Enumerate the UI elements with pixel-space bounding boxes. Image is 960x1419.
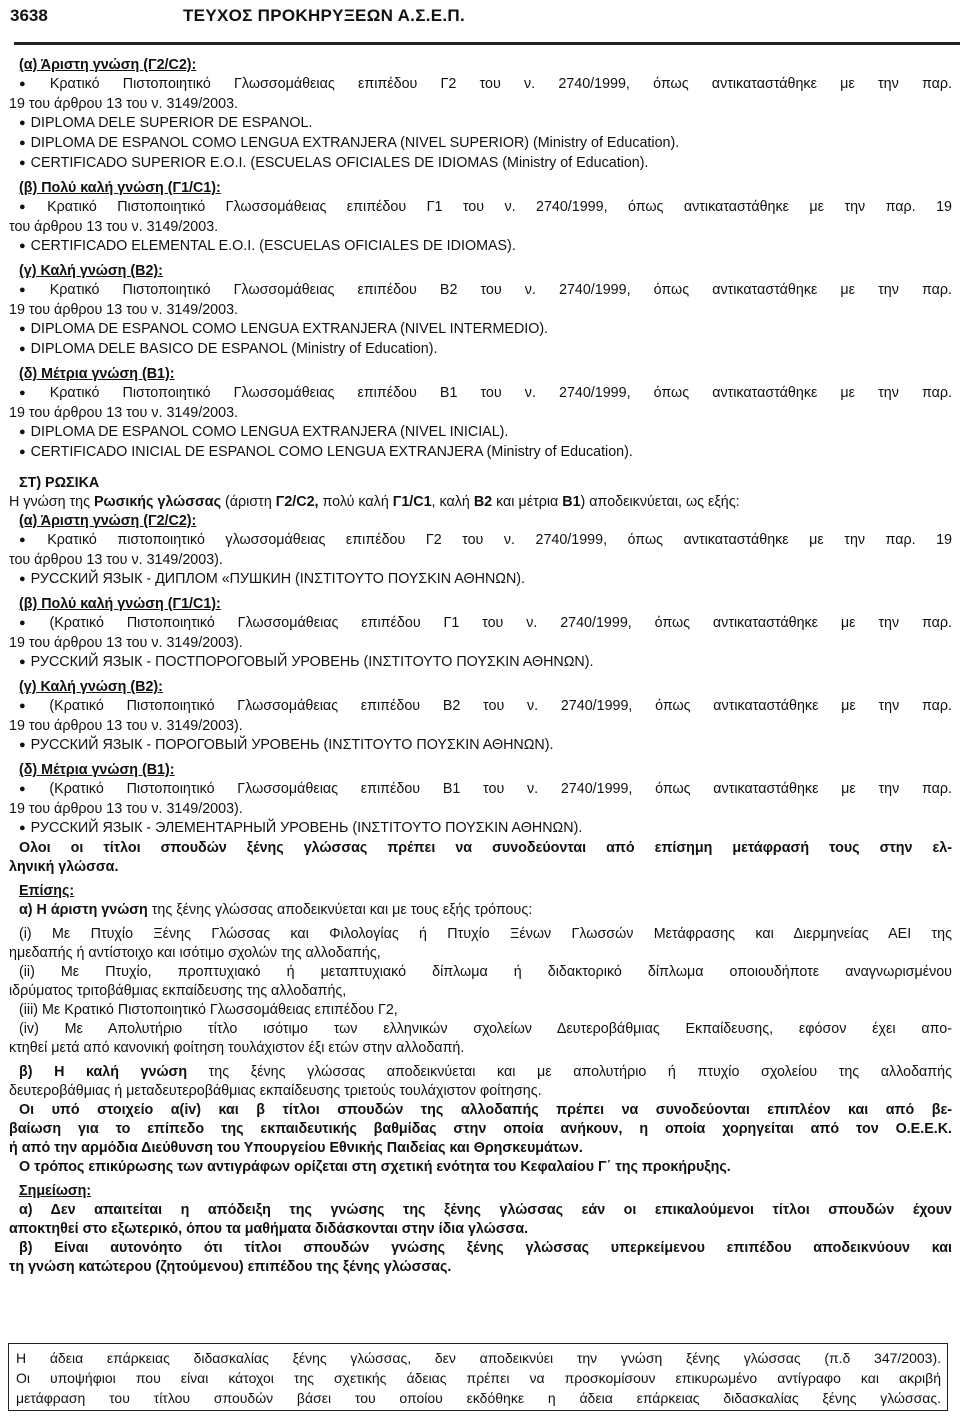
- intro-language: Ρωσικής γλώσσας: [93, 494, 222, 510]
- method-iv-continuation: κτηθεί μετά από κανονική φοίτηση τουλάχιστον έξι ετών στην αλλοδαπή.: [9, 1040, 465, 1056]
- level-heading-b2: (γ) Καλή γνώση (Β2):: [19, 679, 163, 695]
- list-item: ● DIPLOMA DELE SUPERIOR DE ESPANOL.: [9, 114, 952, 134]
- method-ii: (ii) Με Πτυχίο, προπτυχιακό ή μεταπτυχιακό δίπλωμα ή διδακτορικό δίπλωμα οποιουδήποτε αναγνωρισμένου: [19, 964, 952, 980]
- list-item-continuation: του άρθρου 13 του ν. 3149/2003.: [9, 219, 219, 235]
- level-heading-b1: (δ) Μέτρια γνώση (Β1):: [19, 366, 175, 382]
- level-heading-b2: (γ) Καλή γνώση (Β2):: [19, 263, 163, 279]
- intro-text: , καλή: [431, 494, 474, 510]
- intro-text: (άριστη: [221, 494, 276, 510]
- journal-title: ΤΕΥΧΟΣ ΠΡΟΚΗΡΥΞΕΩΝ Α.Σ.Ε.Π.: [183, 6, 465, 25]
- list-item-continuation: 19 του άρθρου 13 του ν. 3149/2003.: [9, 302, 238, 318]
- item-label: α) Η: [19, 902, 51, 918]
- also-heading: Επίσης:: [19, 883, 75, 899]
- item-text: της ξένης γλώσσας αποδεικνύεται και με τους εξής τρόπους:: [147, 902, 533, 918]
- level-heading-c2: (α) Άριστη γνώση (Γ2/C2):: [19, 513, 197, 529]
- list-item: ● РУССКИЙ ЯЗЫК - ЭЛЕМЕНТАРНЫЙ УРОВЕНЬ (ΙΝΣΤΙΤΟΥΤΟ ΠΟΥΣΚΙΝ ΑΘΗΝΩΝ).: [9, 819, 952, 839]
- method-i: (i) Με Πτυχίο Ξένης Γλώσσας και Φιλολογίας ή Πτυχίο Ξένων Γλωσσών Μετάφρασης και Διερμηνείας ΑΕΙ της: [19, 926, 952, 942]
- list-item-continuation: 19 του άρθρου 13 του ν. 3149/2003).: [9, 635, 243, 651]
- good-knowledge-continuation: δευτεροβάθμιας ή μεταδευτεροβάθμιας εκπαίδευσης τριετούς τουλάχιστον φοίτησης.: [9, 1083, 542, 1099]
- list-item: ● CERTIFICADO ELEMENTAL E.O.I. (ESCUELAS OFICIALES DE IDIOMAS).: [9, 237, 952, 257]
- note-a: α) Δεν απαιτείται η απόδειξη της γνώσης της ξένης γλώσσας εάν οι επικαλούμενοι τίτλοι σπουδών έχουν: [19, 1202, 952, 1218]
- note-b: β) Είναι αυτονόητο ότι τίτλοι σπουδών γνώσης ξένης γλώσσας υπερκείμενου επιπέδου αποδεικνύουν και: [19, 1240, 952, 1256]
- list-item: ● CERTIFICADO INICIAL DE ESPANOL COMO LENGUA EXTRANJERA (Ministry of Education).: [9, 443, 952, 463]
- list-item-continuation: του άρθρου 13 του ν. 3149/2003).: [9, 552, 223, 568]
- list-item-continuation: 19 του άρθρου 13 του ν. 3149/2003).: [9, 801, 243, 817]
- level-heading-b1: (δ) Μέτρια γνώση (Β1):: [19, 762, 175, 778]
- level-heading-c1: (β) Πολύ καλή γνώση (Γ1/C1):: [19, 596, 221, 612]
- list-item: ● РУССКИЙ ЯЗЫК - ДИПЛОМ «ПУШКИН (ΙΝΣΤΙΤΟΥΤΟ ΠΟΥΣΚΙΝ ΑΘΗΝΩΝ).: [9, 570, 952, 590]
- boxed-note-line: μετάφραση του τίτλου σπουδών βάσει του οποίου εκδόθηκε η άδεια επάρκειας διδασκαλίας ξένης γλώσσας.: [16, 1390, 941, 1406]
- boxed-note: [8, 1343, 948, 1411]
- list-item: ● DIPLOMA DE ESPANOL COMO LENGUA EXTRANJERA (NIVEL INICIAL).: [9, 423, 952, 443]
- method-ii-continuation: ιδρύματος τριτοβάθμιας εκπαίδευσης της αλλοδαπής,: [9, 983, 347, 999]
- page-header: [8, 6, 952, 40]
- list-item: ● (Κρατικό Πιστοποιητικό Γλωσσομάθειας επιπέδου Γ1 του ν. 2740/1999, όπως αντικαταστάθηκε με την παρ.: [9, 614, 952, 634]
- boxed-note-line: Η άδεια επάρκειας διδασκαλίας ξένης γλώσσας, δεν αποδεικνύει την γνώση ξένης γλώσσας (π.δ 347/2003).: [16, 1350, 941, 1366]
- method-i-continuation: ημεδαπής ή αντίστοιχο και ισότιμο σχολών της αλλοδαπής,: [9, 945, 381, 961]
- spanish-section: [8, 56, 952, 463]
- document-body: [8, 56, 952, 1277]
- list-item: ● DIPLOMA DE ESPANOL COMO LENGUA EXTRANJERA (NIVEL INTERMEDIO).: [9, 320, 952, 340]
- list-item-continuation: 19 του άρθρου 13 του ν. 3149/2003.: [9, 405, 238, 421]
- list-item: ● Κρατικό Πιστοποιητικό Γλωσσομάθειας επιπέδου Γ2 του ν. 2740/1999, όπως αντικαταστάθηκε με την παρ.: [9, 75, 952, 95]
- section-intro: [9, 493, 952, 512]
- certification-rule: Ο τρόπος επικύρωσης των αντιγράφων ορίζεται στη σχετική ενότητα του Κεφαλαίου Γ΄ της προκήρυξης.: [19, 1159, 731, 1175]
- header-rule: [14, 42, 960, 45]
- list-item: ● (Κρατικό Πιστοποιητικό Γλωσσομάθειας επιπέδου Β1 του ν. 2740/1999, όπως αντικαταστάθηκε με την παρ.: [9, 780, 952, 800]
- intro-text: πολύ καλή: [318, 494, 393, 510]
- intro-level: Β2: [473, 494, 493, 510]
- note-b-continuation: τη γνώση κατώτερου (ζητούμενου) επιπέδου της ξένης γλώσσας.: [9, 1259, 452, 1275]
- translation-requirement: Ολοι οι τίτλοι σπουδών ξένης γλώσσας πρέπει να συνοδεύονται από επίσημη μετάφρασή τους στην ελ-: [19, 840, 952, 856]
- level-term: άριστη γνώση: [50, 902, 148, 918]
- list-item: ● DIPLOMA DELE BASICO DE ESPANOL (Ministry of Education).: [9, 340, 952, 360]
- excellent-knowledge-intro: [9, 901, 952, 920]
- level-heading-c2: (α) Άριστη γνώση (Γ2/C2):: [19, 57, 197, 73]
- note-heading: Σημείωση:: [19, 1183, 92, 1199]
- item-label: β) Η: [19, 1064, 86, 1080]
- intro-level: Γ1/C1: [392, 494, 432, 510]
- russian-section: [8, 474, 952, 839]
- general-provisions: [8, 839, 952, 1277]
- page-number: 3638: [10, 6, 48, 25]
- list-item: ● CERTIFICADO SUPERIOR E.O.I. (ESCUELAS OFICIALES DE IDIOMAS (Ministry of Education).: [9, 154, 952, 174]
- list-item: ● Κρατικό Πιστοποιητικό Γλωσσομάθειας επιπέδου Β1 του ν. 2740/1999, όπως αντικαταστάθηκε με την παρ.: [9, 384, 952, 404]
- good-knowledge-intro: [9, 1063, 952, 1082]
- intro-level: Γ2/C2,: [275, 494, 319, 510]
- list-item: ● Κρατικό πιστοποιητικό γλωσσομάθειας επιπέδου Γ2 του ν. 2740/1999, όπως αντικαταστάθηκε με την παρ. 19: [9, 531, 952, 551]
- note-a-continuation: αποκτηθεί στο εξωτερικό, όπου τα μαθήματα διδάσκονται στην ίδια γλώσσα.: [9, 1221, 529, 1237]
- apostille-requirement-continuation: ή από την αρμόδια Διεύθυνση του Υπουργείου Εθνικής Παιδείας και Θρησκευμάτων.: [9, 1140, 583, 1156]
- intro-text: ) αποδεικνύεται, ως εξής:: [580, 494, 740, 510]
- list-item: ● (Κρατικό Πιστοποιητικό Γλωσσομάθειας επιπέδου Β2 του ν. 2740/1999, όπως αντικαταστάθηκε με την παρ.: [9, 697, 952, 717]
- apostille-requirement: Οι υπό στοιχείο α(iv) και β τίτλοι σπουδών της αλλοδαπής πρέπει να συνοδεύονται επιπλέον και από βε-: [19, 1102, 952, 1118]
- section-title: ΣΤ) ΡΩΣΙΚΑ: [19, 475, 100, 491]
- boxed-note-line: Οι υποψήφιοι που είναι κάτοχοι της σχετικής άδειας πρέπει να προσκομίσουν επικυρωμένο αντίγραφο και ακριβή: [16, 1370, 941, 1386]
- item-text: της ξένης γλώσσας αποδεικνύεται και με απολυτήριο ή πτυχίο σχολείου της αλλοδαπής: [187, 1064, 953, 1080]
- list-item: ● Κρατικό Πιστοποιητικό Γλωσσομάθειας επιπέδου Γ1 του ν. 2740/1999, όπως αντικαταστάθηκε με την παρ. 19: [9, 198, 952, 218]
- list-item-continuation: 19 του άρθρου 13 του ν. 3149/2003.: [9, 96, 238, 112]
- list-item-continuation: 19 του άρθρου 13 του ν. 3149/2003).: [9, 718, 243, 734]
- method-iv: (iv) Με Απολυτήριο τίτλο ισότιμο των ελληνικών σχολείων Δευτεροβάθμιας Εκπαίδευσης, εφόσον έχει απο-: [19, 1021, 952, 1037]
- list-item: ● РУССКИЙ ЯЗЫК - ПОСТПОРОГОВЫЙ УРОВЕНЬ (ΙΝΣΤΙΤΟΥΤΟ ΠΟΥΣΚΙΝ ΑΘΗΝΩΝ).: [9, 653, 952, 673]
- list-item: ● Κρατικό Πιστοποιητικό Γλωσσομάθειας επιπέδου Β2 του ν. 2740/1999, όπως αντικαταστάθηκε με την παρ.: [9, 281, 952, 301]
- level-heading-c1: (β) Πολύ καλή γνώση (Γ1/C1):: [19, 180, 221, 196]
- apostille-requirement-continuation: βαίωση για το επίπεδο της εκπαιδευτικής βαθμίδας στην οποία ανήκουν, η οποία χορηγείται από τον Ο.Ε.Ε.Κ.: [9, 1121, 952, 1137]
- list-item: ● РУССКИЙ ЯЗЫК - ПОРОГОВЫЙ УРОВЕНЬ (ΙΝΣΤΙΤΟΥΤΟ ΠΟΥΣΚΙΝ ΑΘΗΝΩΝ).: [9, 736, 952, 756]
- method-iii: (iii) Με Κρατικό Πιστοποιητικό Γλωσσομάθειας επιπέδου Γ2,: [19, 1002, 398, 1018]
- list-item: ● DIPLOMA DE ESPANOL COMO LENGUA EXTRANJERA (NIVEL SUPERIOR) (Ministry of Education).: [9, 134, 952, 154]
- intro-level: Β1: [562, 494, 581, 510]
- intro-text: Η γνώση της: [9, 494, 94, 510]
- level-term: καλή γνώση: [86, 1064, 188, 1080]
- translation-requirement-continuation: ληνική γλώσσα.: [9, 859, 119, 875]
- intro-text: και μέτρια: [492, 494, 563, 510]
